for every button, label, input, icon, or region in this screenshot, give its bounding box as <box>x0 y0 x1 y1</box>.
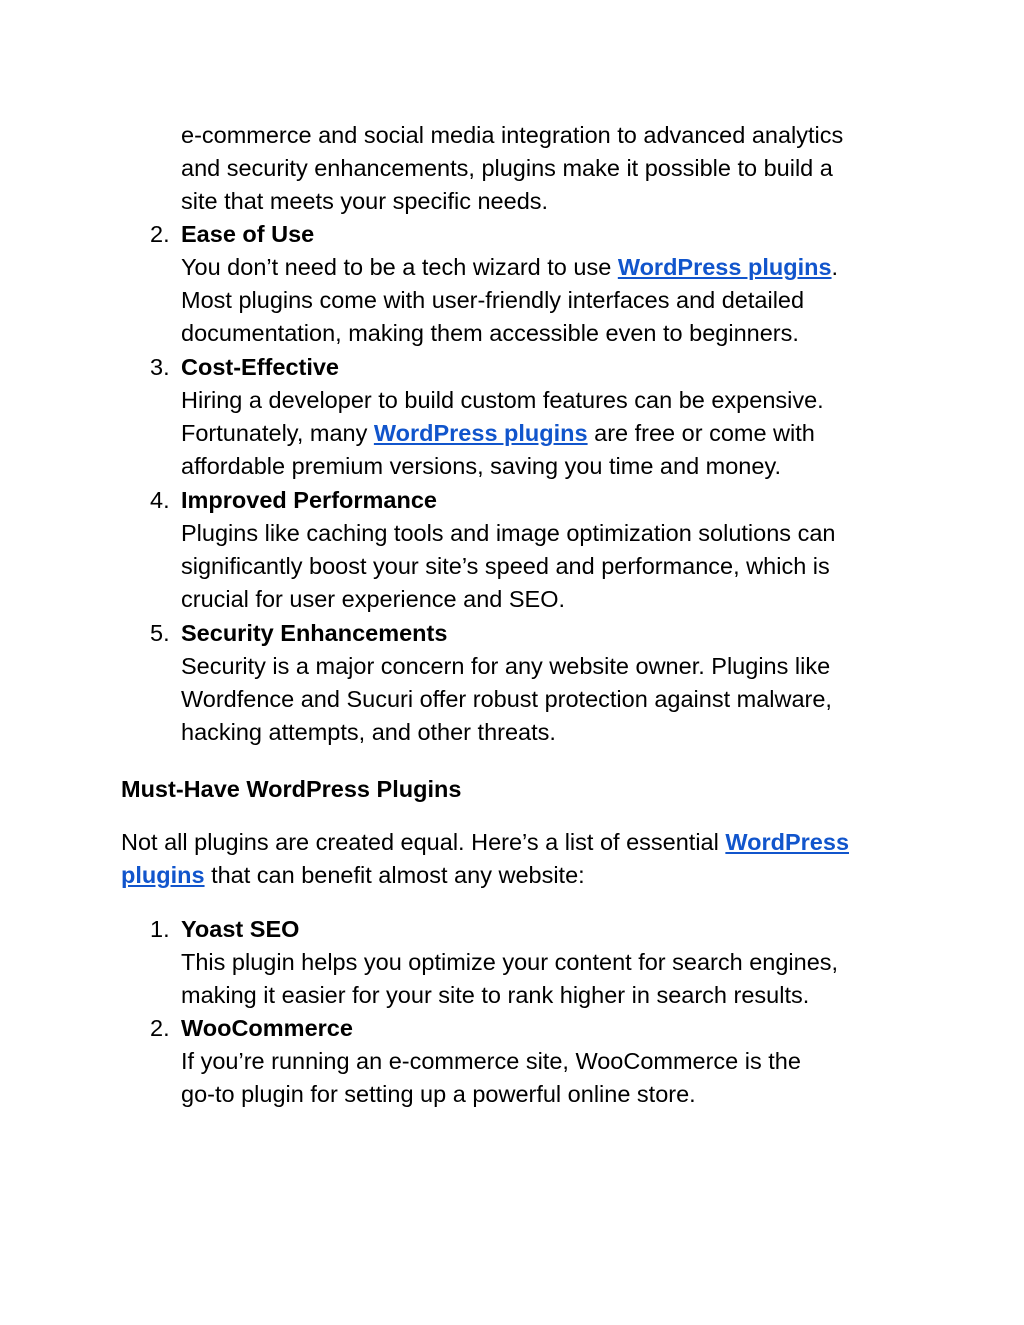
list-item-title-yoast-seo: Yoast SEO <box>181 916 300 942</box>
list-item-text-line: This plugin helps you optimize your content for search engines, <box>181 949 839 975</box>
list-number: 5. <box>150 620 170 646</box>
text-span: You don’t need to be a tech wizard to use <box>181 254 618 280</box>
list-item-text-line: Most plugins come with user-friendly interfaces and detailed <box>181 287 805 313</box>
list-item-text-line <box>181 417 815 450</box>
list-item-text-line: Hiring a developer to build custom features can be expensive. <box>181 387 824 413</box>
list-item-1-continuation-line-2: and security enhancements, plugins make it possible to build a <box>181 155 833 181</box>
list-item-text-line: go-to plugin for setting up a powerful online store. <box>181 1081 696 1107</box>
list-item-title-improved-performance: Improved Performance <box>181 487 437 513</box>
list-item-text-line: crucial for user experience and SEO. <box>181 586 566 612</box>
list-item-title-security-enhancements: Security Enhancements <box>181 620 448 646</box>
text-span: that can benefit almost any website: <box>204 862 585 888</box>
list-item-text-line: making it easier for your site to rank higher in search results. <box>181 982 810 1008</box>
section-heading: Must-Have WordPress Plugins <box>121 776 462 802</box>
list-number: 1. <box>150 916 170 942</box>
list-item-text-line: significantly boost your site’s speed and performance, which is <box>181 553 830 579</box>
list-item-title-cost-effective: Cost-Effective <box>181 354 340 380</box>
list-item-title-woocommerce: WooCommerce <box>181 1015 353 1041</box>
list-number: 3. <box>150 354 170 380</box>
text-span: Not all plugins are created equal. Here’s a list of essential <box>121 829 726 855</box>
list-item-text-line: Wordfence and Sucuri offer robust protection against malware, <box>181 686 832 712</box>
list-item-1-continuation-line-1: e-commerce and social media integration to advanced analytics <box>181 122 844 148</box>
text-span: are free or come with <box>587 420 815 446</box>
list-item-text-line: Plugins like caching tools and image optimization solutions can <box>181 520 836 546</box>
list-item-text-line: If you’re running an e-commerce site, WooCommerce is the <box>181 1048 801 1074</box>
wordpress-plugins-link[interactable]: WordPress plugins <box>617 254 832 280</box>
intro-paragraph-line-2 <box>121 859 585 892</box>
list-number: 4. <box>150 487 170 513</box>
wordpress-plugins-link[interactable]: WordPress plugins <box>373 420 588 446</box>
list-item-title-ease-of-use: Ease of Use <box>181 221 315 247</box>
list-item-text-line: documentation, making them accessible even to beginners. <box>181 320 799 346</box>
list-item-text-line <box>181 251 838 284</box>
list-item-text-line: affordable premium versions, saving you time and money. <box>181 453 781 479</box>
text-span: Fortunately, many <box>181 420 374 446</box>
intro-paragraph-line-1 <box>121 826 849 859</box>
text-span: . <box>831 254 839 280</box>
wordpress-plugins-link[interactable]: WordPress <box>725 829 850 855</box>
list-item-text-line: Security is a major concern for any website owner. Plugins like <box>181 653 831 679</box>
list-item-text-line: hacking attempts, and other threats. <box>181 719 556 745</box>
list-item-1-continuation-line-3: site that meets your specific needs. <box>181 188 549 214</box>
list-number: 2. <box>150 1015 170 1041</box>
wordpress-plugins-link-continued[interactable]: plugins <box>121 862 205 888</box>
list-number: 2. <box>150 221 170 247</box>
